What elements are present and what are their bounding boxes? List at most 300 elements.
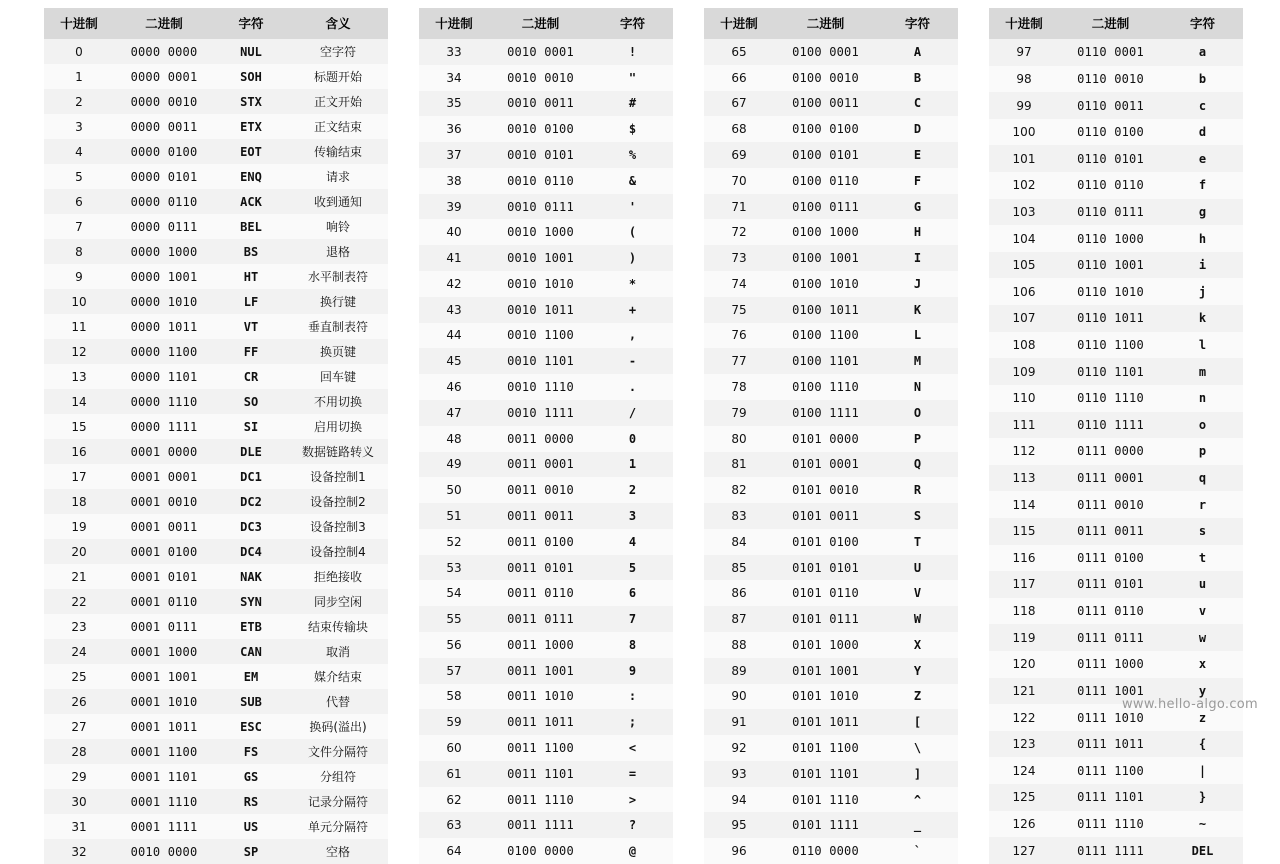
cell-chr: EM (214, 664, 288, 689)
cell-mean: 拒绝接收 (288, 564, 388, 589)
cell-dec: 8 (44, 239, 114, 264)
table-row (44, 89, 388, 114)
cell-chr: b (1162, 66, 1243, 93)
cell-chr: f (1162, 172, 1243, 199)
cell-dec: 85 (704, 555, 774, 581)
cell-chr: V (877, 580, 958, 606)
table-row (704, 271, 958, 297)
cell-dec: 126 (989, 811, 1059, 838)
cell-bin: 0111 1000 (1059, 651, 1162, 678)
cell-dec: 125 (989, 784, 1059, 811)
table-row (419, 65, 673, 91)
cell-bin: 0000 0111 (114, 214, 214, 239)
table-row (704, 709, 958, 735)
table-row (419, 323, 673, 349)
cell-bin: 0111 0110 (1059, 598, 1162, 625)
cell-chr: " (592, 65, 673, 91)
cell-dec: 51 (419, 503, 489, 529)
table-row (989, 465, 1243, 492)
table-row (989, 278, 1243, 305)
cell-chr: HT (214, 264, 288, 289)
cell-bin: 0011 0111 (489, 606, 592, 632)
table-row (419, 426, 673, 452)
column-header: 二进制 (1059, 8, 1162, 39)
cell-chr: CAN (214, 639, 288, 664)
cell-dec: 58 (419, 684, 489, 710)
cell-bin: 0001 1000 (114, 639, 214, 664)
table-row (419, 709, 673, 735)
cell-bin: 0110 1001 (1059, 252, 1162, 279)
table-row (44, 764, 388, 789)
cell-bin: 0110 1010 (1059, 278, 1162, 305)
cell-bin: 0111 0001 (1059, 465, 1162, 492)
cell-chr: } (1162, 784, 1243, 811)
cell-chr: R (877, 477, 958, 503)
cell-dec: 98 (989, 66, 1059, 93)
table-row (704, 348, 958, 374)
table-row (419, 477, 673, 503)
cell-chr: DC4 (214, 539, 288, 564)
cell-dec: 44 (419, 323, 489, 349)
table-row (704, 555, 958, 581)
table-row (44, 539, 388, 564)
cell-chr: ( (592, 219, 673, 245)
table-row (419, 39, 673, 65)
cell-mean: 换码(溢出) (288, 714, 388, 739)
table-symbols (419, 8, 673, 864)
cell-mean: 同步空闲 (288, 589, 388, 614)
cell-chr: 1 (592, 452, 673, 478)
cell-mean: 换行键 (288, 289, 388, 314)
cell-chr: ESC (214, 714, 288, 739)
column-header: 字符 (877, 8, 958, 39)
table-row (419, 761, 673, 787)
table-row (419, 271, 673, 297)
table-row (419, 400, 673, 426)
column-header: 十进制 (704, 8, 774, 39)
cell-chr: x (1162, 651, 1243, 678)
cell-mean: 响铃 (288, 214, 388, 239)
table-row (419, 555, 673, 581)
cell-dec: 107 (989, 305, 1059, 332)
cell-dec: 49 (419, 452, 489, 478)
cell-bin: 0000 0001 (114, 64, 214, 89)
cell-chr: ETB (214, 614, 288, 639)
table-row (419, 297, 673, 323)
cell-mean: 设备控制2 (288, 489, 388, 514)
cell-bin: 0010 1100 (489, 323, 592, 349)
cell-dec: 70 (704, 168, 774, 194)
table-row (989, 837, 1243, 864)
cell-bin: 0110 0110 (1059, 172, 1162, 199)
cell-chr: O (877, 400, 958, 426)
cell-mean: 设备控制3 (288, 514, 388, 539)
cell-dec: 59 (419, 709, 489, 735)
cell-mean: 请求 (288, 164, 388, 189)
cell-dec: 60 (419, 735, 489, 761)
cell-chr: I (877, 245, 958, 271)
cell-mean: 设备控制1 (288, 464, 388, 489)
cell-mean: 媒介结束 (288, 664, 388, 689)
cell-chr: , (592, 323, 673, 349)
cell-bin: 0110 0000 (774, 838, 877, 864)
cell-chr: r (1162, 491, 1243, 518)
cell-dec: 30 (44, 789, 114, 814)
cell-dec: 84 (704, 529, 774, 555)
cell-bin: 0100 0010 (774, 65, 877, 91)
cell-dec: 52 (419, 529, 489, 555)
cell-chr: SO (214, 389, 288, 414)
table-row (44, 639, 388, 664)
table-row (44, 339, 388, 364)
cell-chr: ACK (214, 189, 288, 214)
cell-bin: 0110 1000 (1059, 225, 1162, 252)
cell-dec: 57 (419, 658, 489, 684)
cell-chr: H (877, 219, 958, 245)
table-row (704, 65, 958, 91)
cell-bin: 0000 0100 (114, 139, 214, 164)
table-row (989, 784, 1243, 811)
table-row (704, 39, 958, 65)
cell-chr: DC2 (214, 489, 288, 514)
cell-chr: X (877, 632, 958, 658)
table-row (44, 489, 388, 514)
cell-mean: 传输结束 (288, 139, 388, 164)
cell-chr: w (1162, 624, 1243, 651)
cell-chr: a (1162, 39, 1243, 66)
cell-dec: 34 (419, 65, 489, 91)
table-lowercase (989, 8, 1243, 864)
table-row (989, 119, 1243, 146)
column-header: 十进制 (989, 8, 1059, 39)
cell-dec: 76 (704, 323, 774, 349)
cell-bin: 0100 0001 (774, 39, 877, 65)
cell-bin: 0000 0010 (114, 89, 214, 114)
cell-dec: 75 (704, 297, 774, 323)
cell-chr: ETX (214, 114, 288, 139)
cell-dec: 23 (44, 614, 114, 639)
table-row (419, 452, 673, 478)
cell-dec: 6 (44, 189, 114, 214)
cell-bin: 0100 0101 (774, 142, 877, 168)
table-row (989, 199, 1243, 226)
cell-bin: 0000 1111 (114, 414, 214, 439)
cell-bin: 0000 1000 (114, 239, 214, 264)
cell-dec: 5 (44, 164, 114, 189)
table-row (704, 580, 958, 606)
cell-bin: 0101 1011 (774, 709, 877, 735)
table-row (704, 400, 958, 426)
cell-dec: 83 (704, 503, 774, 529)
cell-chr: . (592, 374, 673, 400)
table-row (704, 812, 958, 838)
table-row (419, 219, 673, 245)
cell-dec: 74 (704, 271, 774, 297)
table-row (989, 571, 1243, 598)
cell-dec: 122 (989, 704, 1059, 731)
cell-bin: 0011 0110 (489, 580, 592, 606)
cell-dec: 19 (44, 514, 114, 539)
cell-bin: 0000 1110 (114, 389, 214, 414)
cell-bin: 0110 0010 (1059, 66, 1162, 93)
cell-dec: 15 (44, 414, 114, 439)
cell-mean: 取消 (288, 639, 388, 664)
cell-chr: ; (592, 709, 673, 735)
cell-dec: 62 (419, 787, 489, 813)
cell-chr: m (1162, 358, 1243, 385)
cell-bin: 0111 1101 (1059, 784, 1162, 811)
cell-dec: 50 (419, 477, 489, 503)
table-row (44, 314, 388, 339)
table-row (704, 787, 958, 813)
table-row (704, 91, 958, 117)
cell-bin: 0110 1101 (1059, 358, 1162, 385)
table-row (989, 358, 1243, 385)
cell-chr: y (1162, 678, 1243, 705)
cell-chr: SI (214, 414, 288, 439)
cell-dec: 105 (989, 252, 1059, 279)
cell-dec: 103 (989, 199, 1059, 226)
cell-bin: 0110 0100 (1059, 119, 1162, 146)
table-row (989, 598, 1243, 625)
table-row (989, 92, 1243, 119)
table-row (44, 614, 388, 639)
cell-bin: 0000 0110 (114, 189, 214, 214)
cell-chr: 0 (592, 426, 673, 452)
table-row (989, 385, 1243, 412)
cell-dec: 112 (989, 438, 1059, 465)
cell-chr: / (592, 400, 673, 426)
cell-bin: 0111 1110 (1059, 811, 1162, 838)
column-header: 含义 (288, 8, 388, 39)
cell-mean: 不用切换 (288, 389, 388, 414)
cell-bin: 0101 0011 (774, 503, 877, 529)
table-row (419, 787, 673, 813)
cell-dec: 80 (704, 426, 774, 452)
cell-bin: 0111 0010 (1059, 491, 1162, 518)
cell-mean: 代替 (288, 689, 388, 714)
cell-chr: BEL (214, 214, 288, 239)
cell-dec: 113 (989, 465, 1059, 492)
cell-chr: Q (877, 452, 958, 478)
cell-mean: 标题开始 (288, 64, 388, 89)
cell-dec: 63 (419, 812, 489, 838)
table-row (44, 564, 388, 589)
cell-dec: 108 (989, 332, 1059, 359)
cell-chr: # (592, 91, 673, 117)
cell-chr: | (1162, 757, 1243, 784)
cell-dec: 117 (989, 571, 1059, 598)
table-row (989, 518, 1243, 545)
cell-bin: 0001 0101 (114, 564, 214, 589)
cell-dec: 73 (704, 245, 774, 271)
table-row (419, 838, 673, 864)
cell-bin: 0100 0110 (774, 168, 877, 194)
cell-chr: - (592, 348, 673, 374)
cell-bin: 0010 1011 (489, 297, 592, 323)
cell-dec: 46 (419, 374, 489, 400)
cell-bin: 0001 0010 (114, 489, 214, 514)
cell-chr: * (592, 271, 673, 297)
cell-chr: SUB (214, 689, 288, 714)
cell-bin: 0101 0101 (774, 555, 877, 581)
cell-bin: 0001 1110 (114, 789, 214, 814)
cell-bin: 0001 0100 (114, 539, 214, 564)
cell-dec: 28 (44, 739, 114, 764)
table-row (704, 194, 958, 220)
cell-chr: ^ (877, 787, 958, 813)
cell-mean: 数据链路转义 (288, 439, 388, 464)
table-row (704, 297, 958, 323)
table-row (704, 529, 958, 555)
table-header-row (989, 8, 1243, 39)
cell-mean: 文件分隔符 (288, 739, 388, 764)
cell-chr: _ (877, 812, 958, 838)
cell-bin: 0100 1101 (774, 348, 877, 374)
cell-chr: l (1162, 332, 1243, 359)
cell-bin: 0011 0000 (489, 426, 592, 452)
cell-bin: 0101 1110 (774, 787, 877, 813)
table-row (989, 412, 1243, 439)
cell-chr: DLE (214, 439, 288, 464)
column-header: 二进制 (114, 8, 214, 39)
cell-dec: 81 (704, 452, 774, 478)
cell-dec: 90 (704, 684, 774, 710)
cell-bin: 0100 1100 (774, 323, 877, 349)
cell-bin: 0010 0111 (489, 194, 592, 220)
cell-bin: 0101 0110 (774, 580, 877, 606)
table-row (419, 116, 673, 142)
cell-chr: VT (214, 314, 288, 339)
column-header: 十进制 (44, 8, 114, 39)
cell-chr: BS (214, 239, 288, 264)
cell-dec: 123 (989, 731, 1059, 758)
cell-bin: 0010 0110 (489, 168, 592, 194)
cell-bin: 0100 1000 (774, 219, 877, 245)
cell-chr: C (877, 91, 958, 117)
cell-mean: 空字符 (288, 39, 388, 64)
table-row (44, 439, 388, 464)
cell-bin: 0100 0011 (774, 91, 877, 117)
table-row (704, 477, 958, 503)
table-row (704, 503, 958, 529)
table-row (419, 812, 673, 838)
cell-dec: 67 (704, 91, 774, 117)
table-row (44, 189, 388, 214)
cell-bin: 0010 1001 (489, 245, 592, 271)
cell-chr: US (214, 814, 288, 839)
cell-chr: SP (214, 839, 288, 864)
table-row (44, 364, 388, 389)
cell-chr: e (1162, 145, 1243, 172)
table-row (419, 168, 673, 194)
table-row (44, 514, 388, 539)
table-row (989, 545, 1243, 572)
cell-dec: 69 (704, 142, 774, 168)
cell-dec: 71 (704, 194, 774, 220)
cell-bin: 0010 0100 (489, 116, 592, 142)
cell-dec: 93 (704, 761, 774, 787)
cell-dec: 64 (419, 838, 489, 864)
table-row (704, 838, 958, 864)
cell-chr: L (877, 323, 958, 349)
cell-bin: 0011 1010 (489, 684, 592, 710)
cell-chr: W (877, 606, 958, 632)
cell-bin: 0010 1101 (489, 348, 592, 374)
cell-chr: DC1 (214, 464, 288, 489)
cell-bin: 0010 1000 (489, 219, 592, 245)
table-row (704, 426, 958, 452)
cell-dec: 40 (419, 219, 489, 245)
cell-dec: 9 (44, 264, 114, 289)
cell-dec: 26 (44, 689, 114, 714)
table-row (44, 239, 388, 264)
cell-dec: 56 (419, 632, 489, 658)
cell-bin: 0110 0001 (1059, 39, 1162, 66)
cell-chr: CR (214, 364, 288, 389)
cell-bin: 0000 1010 (114, 289, 214, 314)
cell-bin: 0001 1010 (114, 689, 214, 714)
cell-chr: ENQ (214, 164, 288, 189)
table-row (419, 529, 673, 555)
column-header: 字符 (214, 8, 288, 39)
cell-chr: q (1162, 465, 1243, 492)
cell-dec: 39 (419, 194, 489, 220)
cell-chr: 8 (592, 632, 673, 658)
cell-dec: 32 (44, 839, 114, 864)
cell-bin: 0000 1100 (114, 339, 214, 364)
cell-chr: 2 (592, 477, 673, 503)
cell-chr: S (877, 503, 958, 529)
cell-chr: ] (877, 761, 958, 787)
table-row (44, 289, 388, 314)
cell-bin: 0101 0111 (774, 606, 877, 632)
cell-dec: 35 (419, 91, 489, 117)
cell-bin: 0101 1000 (774, 632, 877, 658)
table-row (704, 735, 958, 761)
cell-mean: 退格 (288, 239, 388, 264)
cell-bin: 0111 0011 (1059, 518, 1162, 545)
cell-bin: 0001 1001 (114, 664, 214, 689)
cell-dec: 92 (704, 735, 774, 761)
cell-bin: 0011 0001 (489, 452, 592, 478)
cell-dec: 38 (419, 168, 489, 194)
table-row (989, 145, 1243, 172)
table-row (704, 323, 958, 349)
table-header-row (44, 8, 388, 39)
table-row (44, 789, 388, 814)
table-row (44, 839, 388, 864)
table-row (419, 580, 673, 606)
table-row (44, 114, 388, 139)
cell-chr: > (592, 787, 673, 813)
cell-bin: 0011 1000 (489, 632, 592, 658)
cell-chr: ~ (1162, 811, 1243, 838)
cell-chr: 9 (592, 658, 673, 684)
table-row (44, 164, 388, 189)
cell-dec: 68 (704, 116, 774, 142)
cell-mean: 换页键 (288, 339, 388, 364)
cell-bin: 0001 1101 (114, 764, 214, 789)
table-control-chars (44, 8, 388, 864)
cell-bin: 0100 1010 (774, 271, 877, 297)
cell-bin: 0010 1010 (489, 271, 592, 297)
cell-chr: [ (877, 709, 958, 735)
cell-bin: 0111 1011 (1059, 731, 1162, 758)
table-row (989, 811, 1243, 838)
cell-chr: D (877, 116, 958, 142)
cell-dec: 124 (989, 757, 1059, 784)
